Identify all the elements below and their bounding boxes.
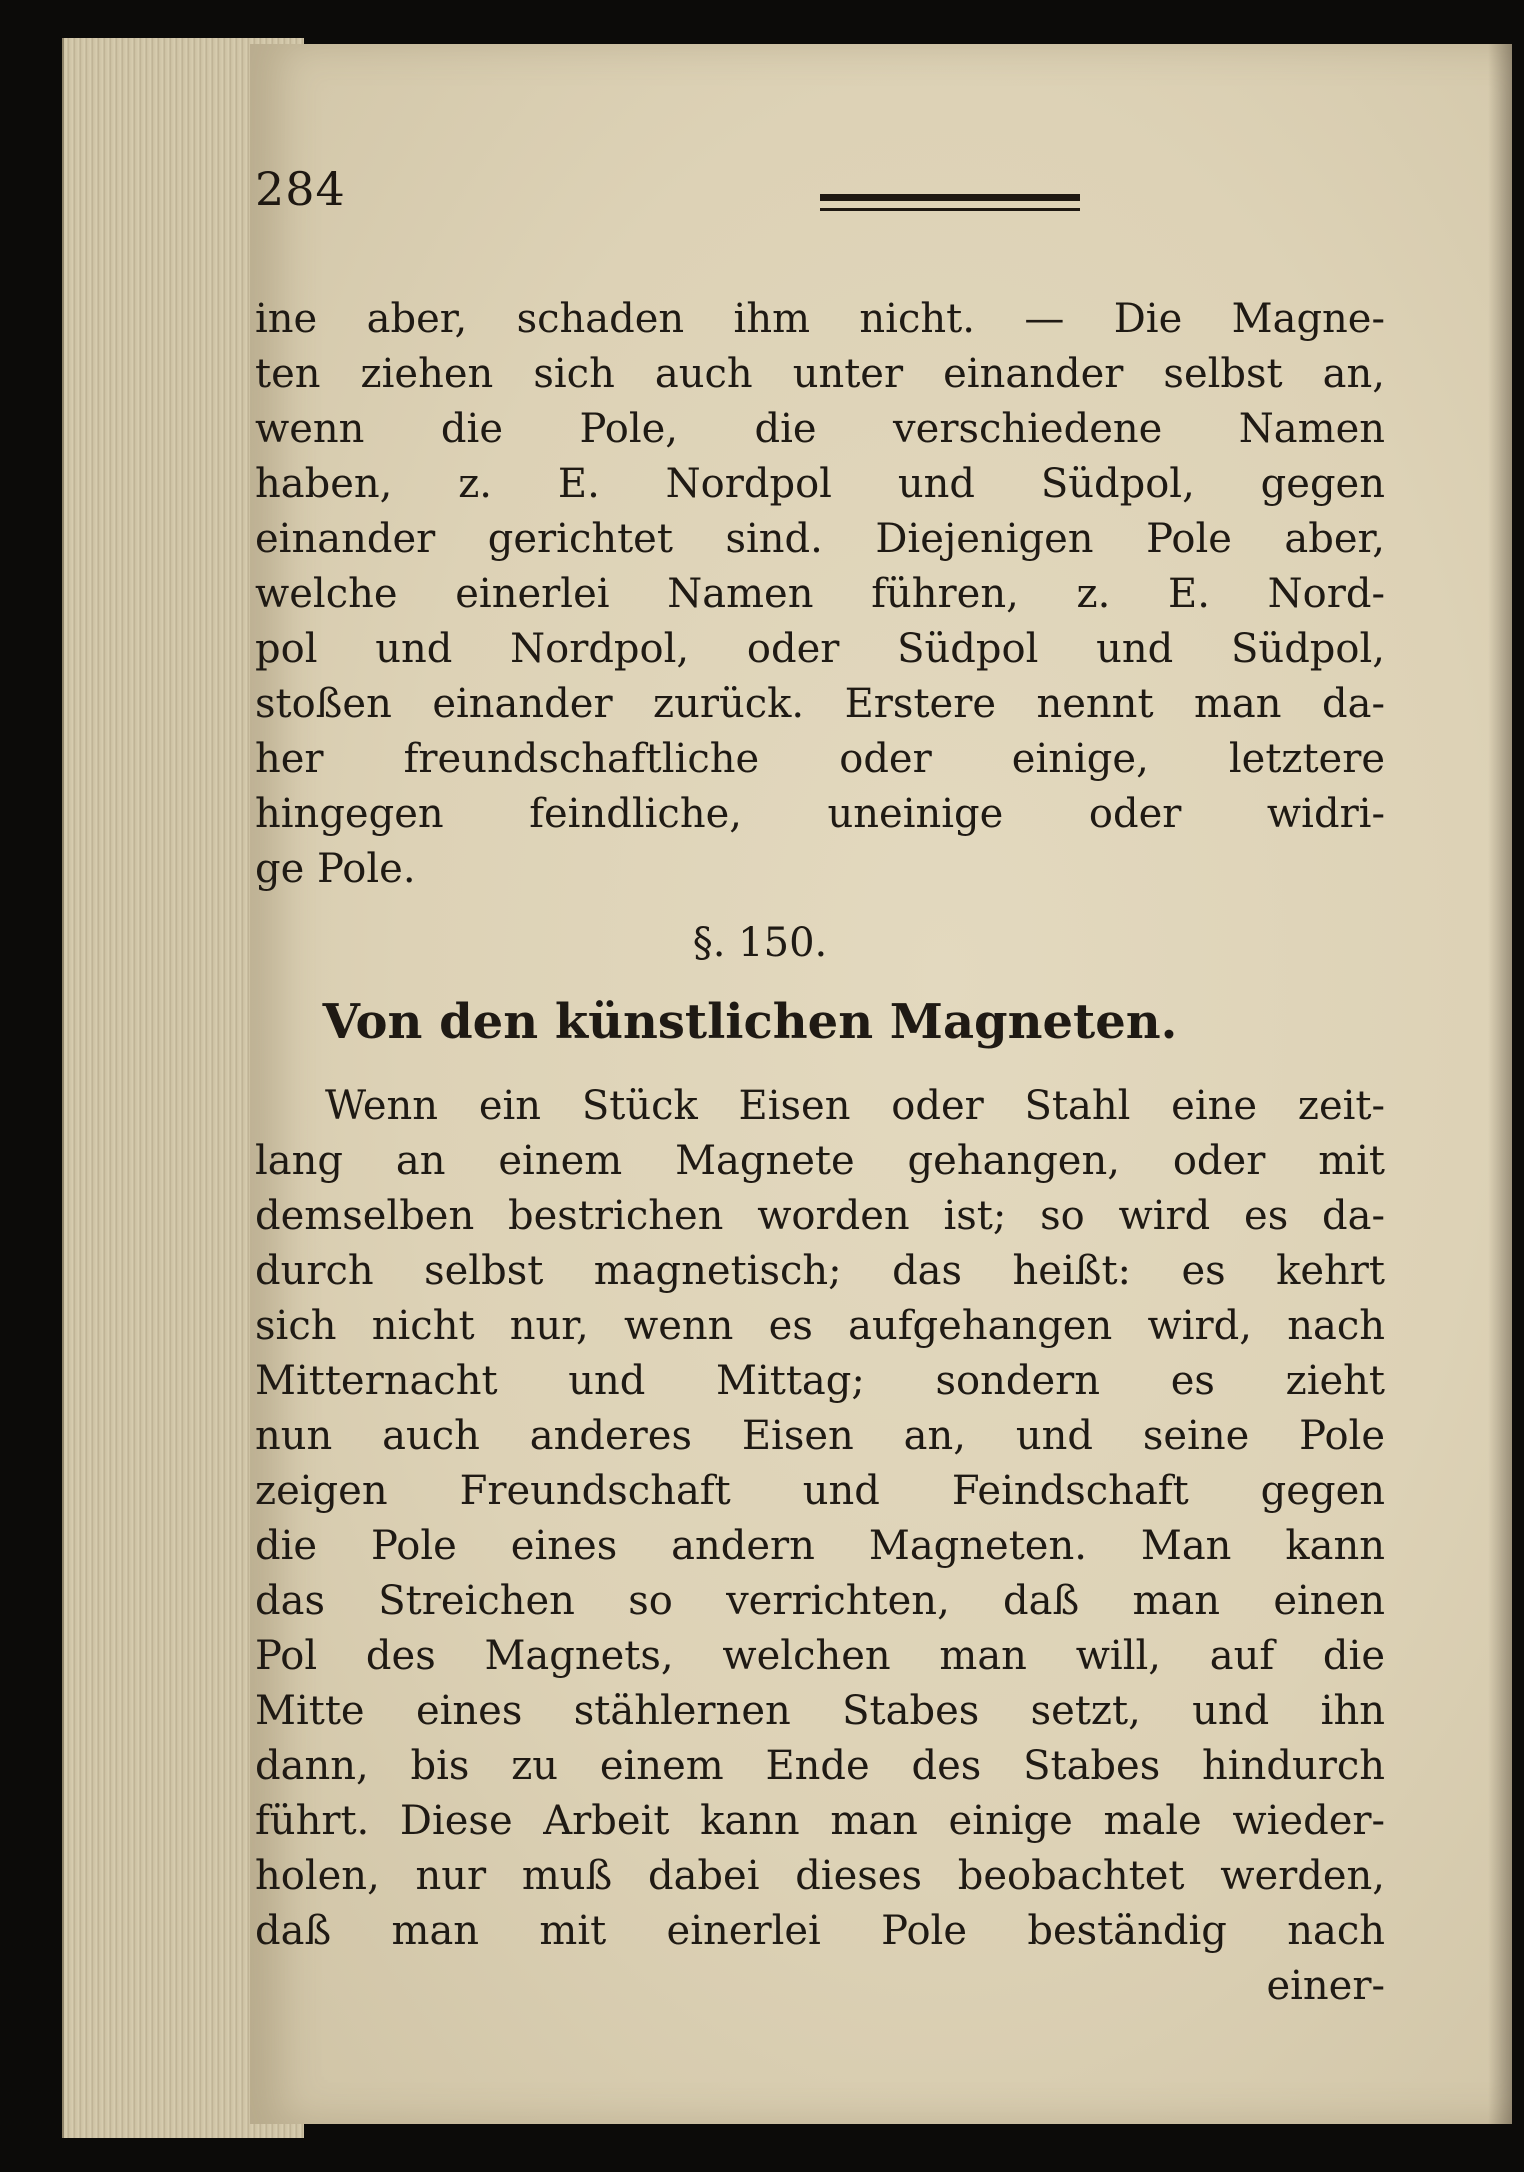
text-line: einander gerichtet sind. Diejenigen Pole aber, (255, 516, 1385, 562)
text-line: Pol des Magnets, welchen man will, auf die (255, 1633, 1385, 1679)
text-line: welche einerlei Namen führen, z. E. Nord- (255, 571, 1385, 617)
text-line: dann, bis zu einem Ende des Stabes hindurch (255, 1743, 1385, 1789)
section-number: §. 150. (692, 920, 828, 966)
text-line: haben, z. E. Nordpol und Südpol, gegen (255, 461, 1385, 507)
text-line: Mitte eines stählernen Stabes setzt, und ihn (255, 1688, 1385, 1734)
text-line: wenn die Pole, die verschiedene Namen (255, 406, 1385, 452)
text-line: sich nicht nur, wenn es aufgehangen wird, nach (255, 1303, 1385, 1349)
text-line: her freundschaftliche oder einige, letztere (255, 736, 1385, 782)
text-line: demselben bestrichen worden ist; so wird es da- (255, 1193, 1385, 1239)
paragraph-1 (255, 292, 1385, 897)
page-header (255, 162, 1085, 242)
text-line: nun auch anderes Eisen an, und seine Pole (255, 1413, 1385, 1459)
text-line: durch selbst magnetisch; das heißt: es kehrt (255, 1248, 1385, 1294)
page-text (255, 292, 1385, 2014)
text-line: die Pole eines andern Magneten. Man kann (255, 1523, 1385, 1569)
text-line: Wenn ein Stück Eisen oder Stahl eine zeit- (325, 1083, 1385, 1129)
text-line: lang an einem Magnete gehangen, oder mit (255, 1138, 1385, 1184)
section-title: Von den künstlichen Magneten. (322, 994, 1178, 1050)
catchword: einer- (1266, 1963, 1385, 2009)
text-line: holen, nur muß dabei dieses beobachtet werden, (255, 1853, 1385, 1899)
text-line: stoßen einander zurück. Erstere nennt man da- (255, 681, 1385, 727)
text-line: führt. Diese Arbeit kann man einige male wieder- (255, 1798, 1385, 1844)
text-line: das Streichen so verrichten, daß man einen (255, 1578, 1385, 1624)
text-line: ge Pole. (255, 846, 416, 892)
page-number: 284 (255, 162, 346, 216)
text-line: Mitternacht und Mittag; sondern es zieht (255, 1358, 1385, 1404)
header-rule-thin (820, 208, 1080, 211)
text-line: daß man mit einerlei Pole beständig nach (255, 1908, 1385, 1954)
text-line: hingegen feindliche, uneinige oder widri- (255, 791, 1385, 837)
text-line: pol und Nordpol, oder Südpol und Südpol, (255, 626, 1385, 672)
paragraph-2 (255, 1079, 1385, 1959)
header-rule-thick (820, 194, 1080, 201)
spine-shadow (1488, 44, 1512, 2124)
text-line: ten ziehen sich auch unter einander selbst an, (255, 351, 1385, 397)
text-line: zeigen Freundschaft und Feindschaft gegen (255, 1468, 1385, 1514)
text-line: ine aber, schaden ihm nicht. — Die Magne- (255, 296, 1385, 342)
